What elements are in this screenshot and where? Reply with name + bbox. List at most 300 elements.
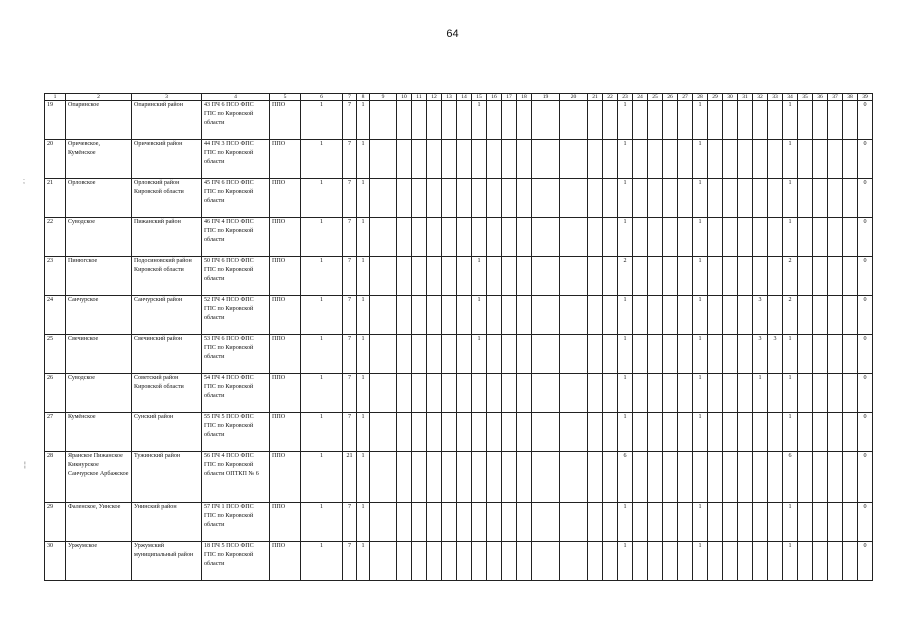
- cell-value: 1: [472, 335, 487, 374]
- cell-value: 2: [783, 296, 798, 335]
- cell-value: [768, 257, 783, 296]
- cell-value: 1: [301, 452, 343, 503]
- cell-value: 1: [693, 413, 708, 452]
- cell-value: [678, 452, 693, 503]
- cell-value: [633, 101, 648, 140]
- cell-unit: 44 ПЧ 3 ПСО ФПС ГПС по Кировской области: [202, 140, 270, 179]
- cell-value: [753, 257, 768, 296]
- cell-settlement: Суводское: [66, 374, 132, 413]
- cell-value: 1: [783, 374, 798, 413]
- cell-value: [603, 218, 618, 257]
- cell-value: [678, 503, 693, 542]
- cell-type: ППО: [270, 542, 301, 581]
- cell-value: [603, 140, 618, 179]
- cell-value: [412, 296, 427, 335]
- cell-value: [723, 452, 738, 503]
- cell-n: 22: [45, 218, 66, 257]
- cell-value: [768, 542, 783, 581]
- cell-value: 2: [783, 257, 798, 296]
- margin-mark: ¦: [24, 462, 26, 469]
- cell-value: [663, 179, 678, 218]
- cell-value: [412, 101, 427, 140]
- cell-value: [738, 101, 753, 140]
- cell-value: [472, 140, 487, 179]
- cell-district: Пижанский район: [132, 218, 202, 257]
- cell-value: 1: [472, 257, 487, 296]
- cell-value: [843, 257, 858, 296]
- cell-value: [648, 218, 663, 257]
- cell-value: [397, 296, 412, 335]
- cell-value: [813, 503, 828, 542]
- cell-value: 7: [343, 374, 357, 413]
- cell-value: 1: [357, 296, 370, 335]
- cell-type: ППО: [270, 296, 301, 335]
- table-row: [45, 503, 873, 542]
- cell-unit: 45 ПЧ 6 ПСО ФПС ГПС по Кировской области: [202, 179, 270, 218]
- cell-value: [412, 413, 427, 452]
- cell-value: [560, 452, 588, 503]
- cell-value: [633, 257, 648, 296]
- cell-value: [723, 542, 738, 581]
- cell-value: [723, 140, 738, 179]
- cell-value: [442, 140, 457, 179]
- cell-value: 1: [753, 374, 768, 413]
- cell-value: [487, 140, 502, 179]
- cell-settlement: Фаленское, Уинское: [66, 503, 132, 542]
- cell-value: [828, 374, 843, 413]
- cell-value: 1: [357, 179, 370, 218]
- column-number: 33: [768, 94, 783, 101]
- cell-value: [813, 101, 828, 140]
- cell-value: [472, 452, 487, 503]
- column-number: 13: [442, 94, 457, 101]
- cell-value: 1: [357, 218, 370, 257]
- cell-value: [768, 374, 783, 413]
- cell-value: [603, 101, 618, 140]
- cell-value: [532, 413, 560, 452]
- cell-value: [738, 542, 753, 581]
- cell-value: [798, 413, 813, 452]
- cell-value: [517, 140, 532, 179]
- cell-value: [427, 542, 442, 581]
- cell-value: [768, 452, 783, 503]
- cell-value: [663, 218, 678, 257]
- cell-value: 1: [618, 503, 633, 542]
- cell-value: [487, 542, 502, 581]
- cell-value: [768, 413, 783, 452]
- cell-value: [603, 542, 618, 581]
- cell-settlement: Опаринское: [66, 101, 132, 140]
- cell-value: [502, 413, 517, 452]
- cell-value: [738, 296, 753, 335]
- cell-value: [442, 503, 457, 542]
- cell-value: [663, 296, 678, 335]
- cell-type: ППО: [270, 374, 301, 413]
- cell-settlement: Суводское: [66, 218, 132, 257]
- cell-value: [798, 218, 813, 257]
- cell-value: [753, 542, 768, 581]
- cell-n: 28: [45, 452, 66, 503]
- cell-value: 7: [343, 179, 357, 218]
- cell-value: [370, 503, 397, 542]
- cell-value: [532, 542, 560, 581]
- cell-value: [843, 452, 858, 503]
- cell-value: [738, 413, 753, 452]
- cell-value: [472, 218, 487, 257]
- cell-value: [588, 101, 603, 140]
- cell-value: [412, 218, 427, 257]
- cell-value: [723, 179, 738, 218]
- cell-value: [843, 296, 858, 335]
- cell-value: [843, 542, 858, 581]
- column-number: 28: [693, 94, 708, 101]
- cell-value: [472, 413, 487, 452]
- cell-value: [813, 374, 828, 413]
- cell-value: 21: [343, 452, 357, 503]
- column-number: 3: [132, 94, 202, 101]
- cell-value: [708, 374, 723, 413]
- cell-value: [397, 374, 412, 413]
- cell-value: [723, 296, 738, 335]
- cell-district: Сунский район: [132, 413, 202, 452]
- cell-value: [678, 296, 693, 335]
- table-row: [45, 374, 873, 413]
- table-row: [45, 101, 873, 140]
- cell-value: 1: [693, 296, 708, 335]
- cell-value: [633, 296, 648, 335]
- cell-value: [828, 413, 843, 452]
- cell-value: [560, 335, 588, 374]
- column-number: 11: [412, 94, 427, 101]
- column-number: 31: [738, 94, 753, 101]
- cell-unit: 52 ПЧ 4 ПСО ФПС ГПС по Кировской области: [202, 296, 270, 335]
- cell-value: [813, 452, 828, 503]
- cell-value: 3: [753, 335, 768, 374]
- cell-value: [798, 374, 813, 413]
- column-number: 30: [723, 94, 738, 101]
- cell-value: [517, 335, 532, 374]
- cell-value: [397, 140, 412, 179]
- cell-value: [843, 140, 858, 179]
- cell-value: [442, 296, 457, 335]
- cell-value: [502, 542, 517, 581]
- cell-value: 1: [301, 140, 343, 179]
- table-row: [45, 218, 873, 257]
- column-number: 5: [270, 94, 301, 101]
- cell-value: [828, 503, 843, 542]
- cell-value: [427, 452, 442, 503]
- cell-value: [828, 452, 843, 503]
- cell-value: 7: [343, 503, 357, 542]
- column-number: 10: [397, 94, 412, 101]
- cell-value: [370, 542, 397, 581]
- column-number: 15: [472, 94, 487, 101]
- cell-value: [708, 542, 723, 581]
- cell-value: [427, 296, 442, 335]
- column-number: 21: [588, 94, 603, 101]
- cell-value: 3: [768, 335, 783, 374]
- cell-value: [487, 257, 502, 296]
- cell-value: [370, 101, 397, 140]
- cell-settlement: Кумёнское: [66, 413, 132, 452]
- cell-value: [723, 374, 738, 413]
- cell-value: 7: [343, 140, 357, 179]
- cell-value: [633, 179, 648, 218]
- column-number: 2: [66, 94, 132, 101]
- cell-value: [588, 452, 603, 503]
- cell-value: [560, 413, 588, 452]
- cell-value: [397, 218, 412, 257]
- cell-value: [588, 374, 603, 413]
- cell-value: [588, 542, 603, 581]
- cell-settlement: Санчурское: [66, 296, 132, 335]
- cell-value: [663, 140, 678, 179]
- cell-value: [813, 542, 828, 581]
- cell-value: [768, 503, 783, 542]
- cell-value: 1: [783, 101, 798, 140]
- cell-value: [813, 140, 828, 179]
- cell-value: 1: [693, 542, 708, 581]
- cell-value: [603, 413, 618, 452]
- cell-value: [663, 452, 678, 503]
- cell-unit: 18 ПЧ 5 ПСО ФПС ГПС по Кировской области: [202, 542, 270, 581]
- margin-mark: ;: [23, 178, 25, 185]
- cell-value: [532, 335, 560, 374]
- cell-value: [427, 101, 442, 140]
- cell-value: [502, 296, 517, 335]
- cell-value: [603, 503, 618, 542]
- cell-type: ППО: [270, 335, 301, 374]
- cell-unit: 55 ПЧ 5 ПСО ФПС ГПС по Кировской области: [202, 413, 270, 452]
- cell-value: [370, 413, 397, 452]
- cell-value: [768, 218, 783, 257]
- cell-value: [603, 257, 618, 296]
- cell-value: 1: [783, 542, 798, 581]
- cell-value: 7: [343, 101, 357, 140]
- cell-type: ППО: [270, 257, 301, 296]
- cell-value: [427, 140, 442, 179]
- cell-value: [723, 257, 738, 296]
- cell-type: ППО: [270, 503, 301, 542]
- cell-value: [648, 413, 663, 452]
- cell-value: [753, 140, 768, 179]
- column-number: 1: [45, 94, 66, 101]
- cell-value: [370, 452, 397, 503]
- cell-value: 1: [301, 101, 343, 140]
- cell-value: [753, 218, 768, 257]
- cell-value: [370, 335, 397, 374]
- cell-value: [678, 257, 693, 296]
- cell-value: [768, 140, 783, 179]
- cell-value: [798, 101, 813, 140]
- cell-value: [370, 296, 397, 335]
- cell-value: [442, 413, 457, 452]
- cell-value: [487, 374, 502, 413]
- cell-value: [603, 179, 618, 218]
- cell-unit: 54 ПЧ 4 ПСО ФПС ГПС по Кировской области: [202, 374, 270, 413]
- cell-value: [397, 179, 412, 218]
- cell-settlement: Оричевское, Кумёнское: [66, 140, 132, 179]
- cell-value: [708, 218, 723, 257]
- column-number: 35: [798, 94, 813, 101]
- cell-value: [723, 413, 738, 452]
- cell-value: [427, 413, 442, 452]
- cell-unit: 46 ПЧ 4 ПСО ФПС ГПС по Кировской области: [202, 218, 270, 257]
- cell-value: [487, 296, 502, 335]
- cell-value: [738, 452, 753, 503]
- cell-value: [517, 542, 532, 581]
- cell-value: 0: [858, 503, 873, 542]
- cell-value: 2: [618, 257, 633, 296]
- cell-value: [412, 503, 427, 542]
- cell-unit: 57 ПЧ 1 ПСО ФПС ГПС по Кировской области: [202, 503, 270, 542]
- cell-value: [798, 140, 813, 179]
- cell-value: [370, 257, 397, 296]
- cell-value: [397, 257, 412, 296]
- cell-value: [532, 218, 560, 257]
- cell-value: 7: [343, 542, 357, 581]
- cell-value: [397, 452, 412, 503]
- page-number: 64: [446, 28, 459, 40]
- cell-value: [738, 218, 753, 257]
- cell-value: 1: [357, 374, 370, 413]
- cell-value: [708, 503, 723, 542]
- cell-n: 24: [45, 296, 66, 335]
- cell-n: 25: [45, 335, 66, 374]
- cell-value: [370, 374, 397, 413]
- cell-value: 1: [357, 101, 370, 140]
- cell-value: [678, 140, 693, 179]
- cell-value: [502, 218, 517, 257]
- cell-value: 6: [783, 452, 798, 503]
- cell-value: 0: [858, 218, 873, 257]
- cell-value: [397, 101, 412, 140]
- cell-value: [828, 296, 843, 335]
- cell-value: [427, 179, 442, 218]
- cell-value: [472, 503, 487, 542]
- cell-value: [412, 452, 427, 503]
- cell-value: [663, 374, 678, 413]
- cell-value: [560, 101, 588, 140]
- cell-value: [457, 335, 472, 374]
- cell-value: [648, 101, 663, 140]
- cell-value: [723, 503, 738, 542]
- cell-value: [813, 257, 828, 296]
- cell-type: ППО: [270, 413, 301, 452]
- cell-n: 23: [45, 257, 66, 296]
- cell-value: 1: [618, 179, 633, 218]
- column-number: 26: [663, 94, 678, 101]
- data-table: [44, 93, 873, 581]
- cell-value: [798, 335, 813, 374]
- cell-value: [843, 218, 858, 257]
- cell-value: [828, 335, 843, 374]
- cell-value: 1: [357, 140, 370, 179]
- cell-value: [828, 218, 843, 257]
- cell-value: [442, 257, 457, 296]
- cell-value: [517, 503, 532, 542]
- cell-type: ППО: [270, 452, 301, 503]
- cell-value: 1: [357, 542, 370, 581]
- column-number: 37: [828, 94, 843, 101]
- table-row: [45, 140, 873, 179]
- column-number: 23: [618, 94, 633, 101]
- cell-value: [798, 542, 813, 581]
- cell-settlement: Орловское: [66, 179, 132, 218]
- cell-value: [532, 503, 560, 542]
- cell-value: [517, 257, 532, 296]
- column-number: 19: [532, 94, 560, 101]
- cell-value: [397, 542, 412, 581]
- column-number: 27: [678, 94, 693, 101]
- cell-value: [560, 503, 588, 542]
- cell-settlement: Пинюгское: [66, 257, 132, 296]
- cell-value: [370, 218, 397, 257]
- cell-value: 1: [693, 503, 708, 542]
- cell-value: 1: [618, 335, 633, 374]
- cell-value: 0: [858, 374, 873, 413]
- cell-value: [588, 335, 603, 374]
- column-number: 25: [648, 94, 663, 101]
- cell-value: [532, 452, 560, 503]
- cell-value: [442, 179, 457, 218]
- cell-value: [633, 452, 648, 503]
- column-number: 38: [843, 94, 858, 101]
- cell-district: Санчурский район: [132, 296, 202, 335]
- cell-value: [843, 503, 858, 542]
- cell-value: [633, 542, 648, 581]
- cell-type: ППО: [270, 179, 301, 218]
- cell-value: [442, 101, 457, 140]
- cell-value: [843, 101, 858, 140]
- cell-value: [442, 374, 457, 413]
- cell-value: [708, 413, 723, 452]
- cell-value: [843, 374, 858, 413]
- cell-value: [753, 101, 768, 140]
- cell-value: [768, 101, 783, 140]
- cell-value: [427, 257, 442, 296]
- cell-value: [738, 179, 753, 218]
- cell-district: Тужинский район: [132, 452, 202, 503]
- column-number: 6: [301, 94, 343, 101]
- cell-value: [502, 374, 517, 413]
- column-number: 7: [343, 94, 357, 101]
- cell-value: 1: [301, 374, 343, 413]
- cell-value: 0: [858, 179, 873, 218]
- cell-value: [633, 503, 648, 542]
- cell-value: [457, 218, 472, 257]
- cell-type: ППО: [270, 101, 301, 140]
- cell-value: [633, 335, 648, 374]
- column-number: 20: [560, 94, 588, 101]
- cell-value: [427, 335, 442, 374]
- column-number: 14: [457, 94, 472, 101]
- cell-value: 7: [343, 257, 357, 296]
- cell-value: [813, 296, 828, 335]
- column-number: 8: [357, 94, 370, 101]
- cell-value: [517, 413, 532, 452]
- cell-value: [532, 179, 560, 218]
- cell-value: 1: [618, 542, 633, 581]
- cell-value: [603, 374, 618, 413]
- cell-value: 7: [343, 413, 357, 452]
- cell-value: [457, 296, 472, 335]
- cell-value: 1: [301, 296, 343, 335]
- cell-value: 1: [357, 335, 370, 374]
- cell-value: [472, 374, 487, 413]
- cell-value: [828, 140, 843, 179]
- cell-value: [738, 257, 753, 296]
